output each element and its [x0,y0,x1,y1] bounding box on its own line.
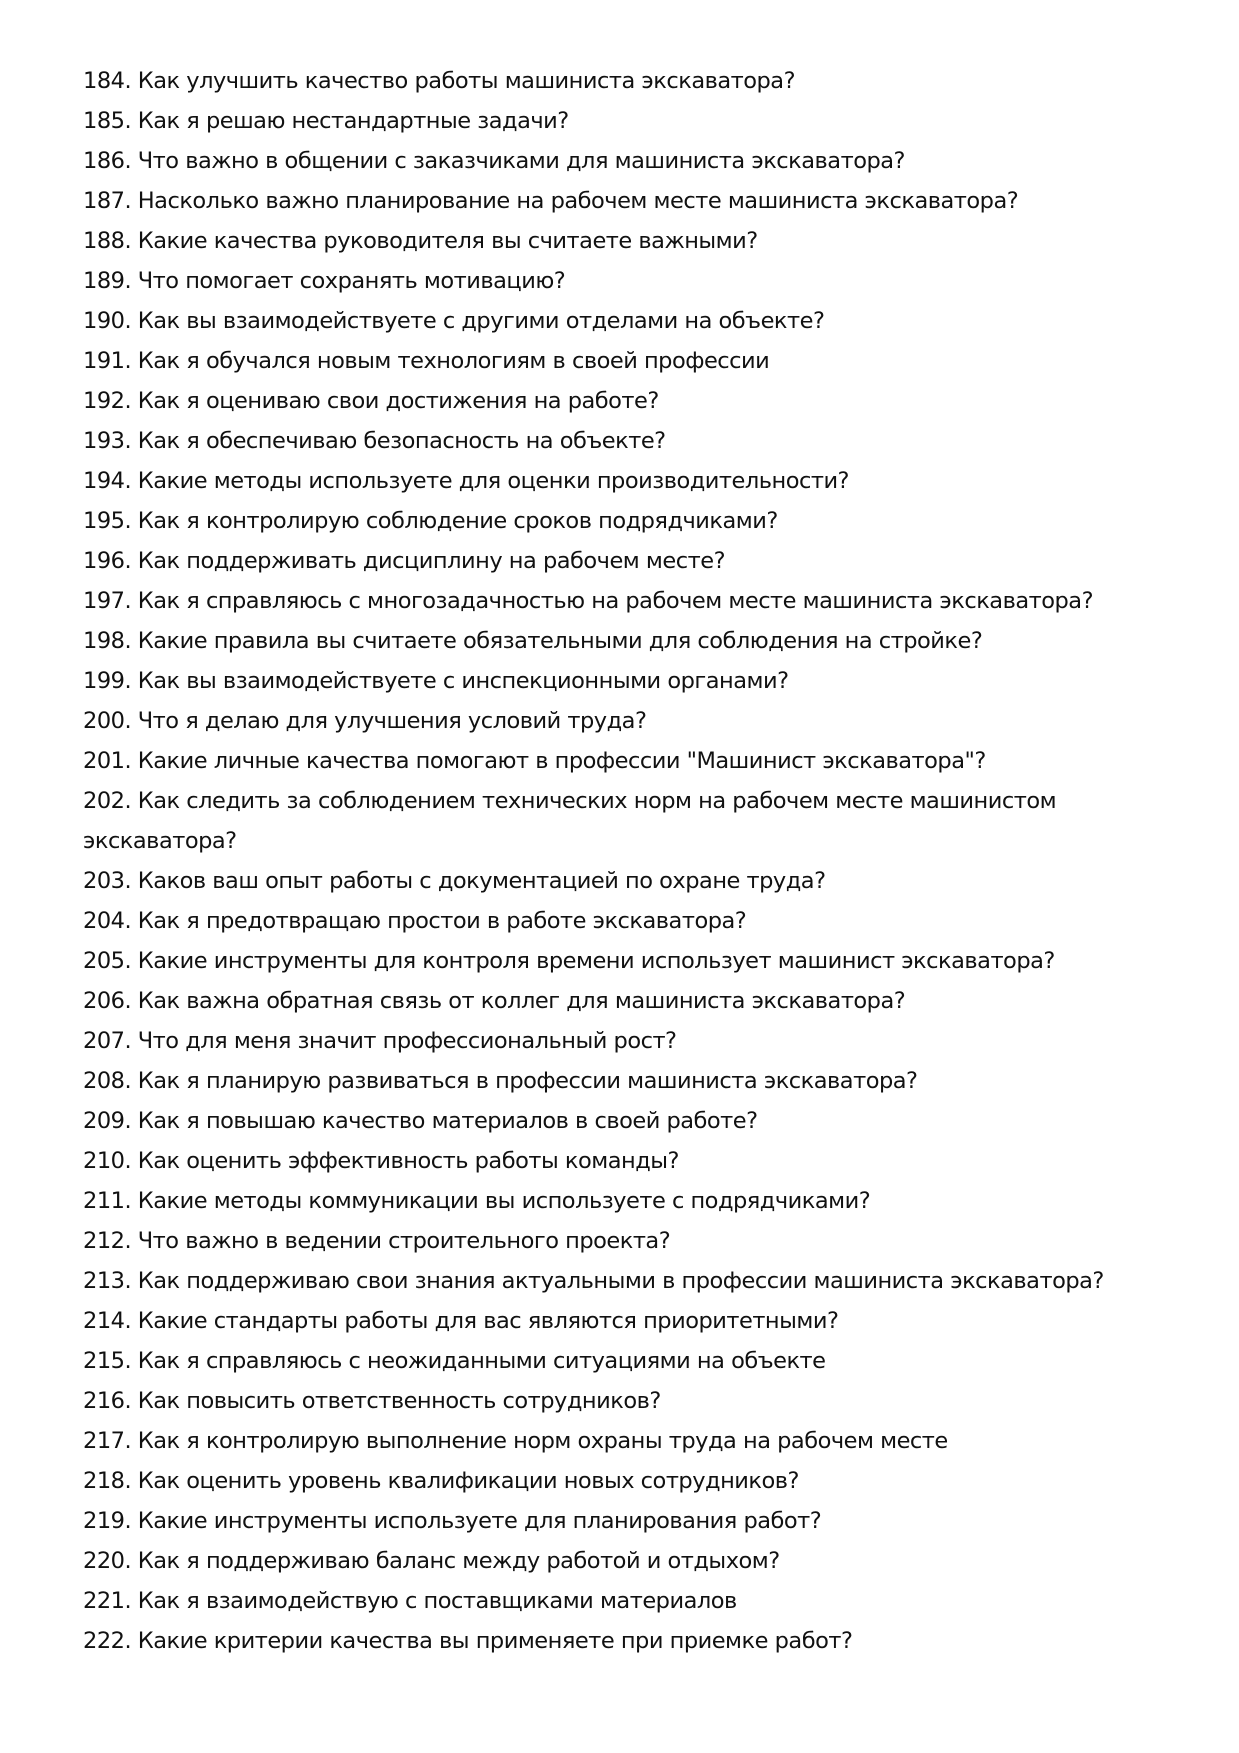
question-item: 213. Как поддерживаю свои знания актуальными в профессии машиниста экскаватора? [83,1268,1104,1294]
question-item: 190. Как вы взаимодействуете с другими отделами на объекте? [83,308,825,334]
question-list [83,61,1163,1661]
question-item: 185. Как я решаю нестандартные задачи? [83,108,569,134]
question-item: 210. Как оценить эффективность работы команды? [83,1148,679,1174]
document-page [83,61,1163,1661]
question-item: 217. Как я контролирую выполнение норм охраны труда на рабочем месте [83,1428,948,1454]
question-item: 186. Что важно в общении с заказчиками для машиниста экскаватора? [83,148,905,174]
question-item: 216. Как повысить ответственность сотрудников? [83,1388,661,1414]
question-item: 202. Как следить за соблюдением технических норм на рабочем месте машинистом экскаватора? [83,788,1057,854]
question-item: 200. Что я делаю для улучшения условий труда? [83,708,647,734]
question-item: 220. Как я поддерживаю баланс между работой и отдыхом? [83,1548,780,1574]
question-item: 201. Какие личные качества помогают в профессии "Машинист экскаватора"? [83,748,986,774]
question-item: 204. Как я предотвращаю простои в работе экскаватора? [83,908,747,934]
question-item: 196. Как поддерживать дисциплину на рабочем месте? [83,548,726,574]
question-item: 197. Как я справляюсь с многозадачностью на рабочем месте машиниста экскаватора? [83,588,1094,614]
question-item: 221. Как я взаимодействую с поставщиками материалов [83,1588,737,1614]
question-item: 208. Как я планирую развиваться в профессии машиниста экскаватора? [83,1068,918,1094]
question-item: 214. Какие стандарты работы для вас являются приоритетными? [83,1308,839,1334]
question-item: 195. Как я контролирую соблюдение сроков подрядчиками? [83,508,778,534]
question-item: 218. Как оценить уровень квалификации новых сотрудников? [83,1468,799,1494]
question-item: 206. Как важна обратная связь от коллег для машиниста экскаватора? [83,988,906,1014]
question-item: 215. Как я справляюсь с неожиданными ситуациями на объекте [83,1348,826,1374]
question-item: 187. Насколько важно планирование на рабочем месте машиниста экскаватора? [83,188,1019,214]
question-item: 188. Какие качества руководителя вы считаете важными? [83,228,758,254]
question-item: 192. Как я оцениваю свои достижения на работе? [83,388,659,414]
question-item: 198. Какие правила вы считаете обязательными для соблюдения на стройке? [83,628,983,654]
question-item: 205. Какие инструменты для контроля времени использует машинист экскаватора? [83,948,1055,974]
question-item: 222. Какие критерии качества вы применяете при приемке работ? [83,1628,853,1654]
question-item: 209. Как я повышаю качество материалов в своей работе? [83,1108,758,1134]
question-item: 199. Как вы взаимодействуете с инспекционными органами? [83,668,789,694]
question-item: 193. Как я обеспечиваю безопасность на объекте? [83,428,666,454]
question-item: 203. Каков ваш опыт работы с документацией по охране труда? [83,868,826,894]
question-item: 207. Что для меня значит профессиональный рост? [83,1028,677,1054]
question-item: 194. Какие методы используете для оценки производительности? [83,468,850,494]
question-item: 191. Как я обучался новым технологиям в своей профессии [83,348,770,374]
question-item: 219. Какие инструменты используете для планирования работ? [83,1508,822,1534]
question-item: 189. Что помогает сохранять мотивацию? [83,268,566,294]
question-item: 211. Какие методы коммуникации вы используете с подрядчиками? [83,1188,871,1214]
question-item: 212. Что важно в ведении строительного проекта? [83,1228,671,1254]
question-item: 184. Как улучшить качество работы машиниста экскаватора? [83,68,796,94]
